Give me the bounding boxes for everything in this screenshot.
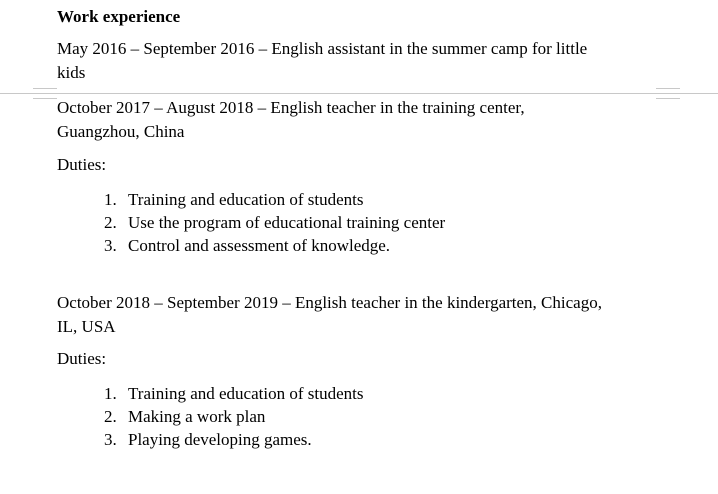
entry-3-duties-label: Duties: (57, 349, 107, 368)
left-margin-marker (33, 88, 57, 99)
entry-3-line-1: October 2018 – September 2019 – English teacher in the kindergarten, Chicago, (57, 293, 602, 312)
entry-2-line-2: Guangzhou, China (57, 122, 185, 141)
entry-3-line-2: IL, USA (57, 317, 116, 336)
page-break-line (0, 93, 718, 94)
entry-1-line-1: May 2016 – September 2016 – English assistant in the summer camp for little (57, 39, 588, 58)
right-margin-marker (656, 88, 680, 99)
entry-2-duties-label: Duties: (57, 155, 107, 174)
document-page: Work experience May 2016 – September 2016 – English assistant in the summer camp for little kids October 2017 – August 2018 – English teacher in the training center, Guangzhou, China Duties: 1. Training and education of students 2. Use the program of educational training center 3. Control and assessment of knowledge. October 2018 – September 2019 – English teacher in the kindergarten, Chicago, IL, USA Duties: 1. Training and education of students 2. Making a work plan 3. Playing developing games. (0, 0, 718, 494)
entry-2-line-1: October 2017 – August 2018 – English teacher in the training center, (57, 98, 525, 117)
section-title: Work experience (57, 7, 181, 26)
entry-1-line-2: kids (57, 63, 86, 82)
